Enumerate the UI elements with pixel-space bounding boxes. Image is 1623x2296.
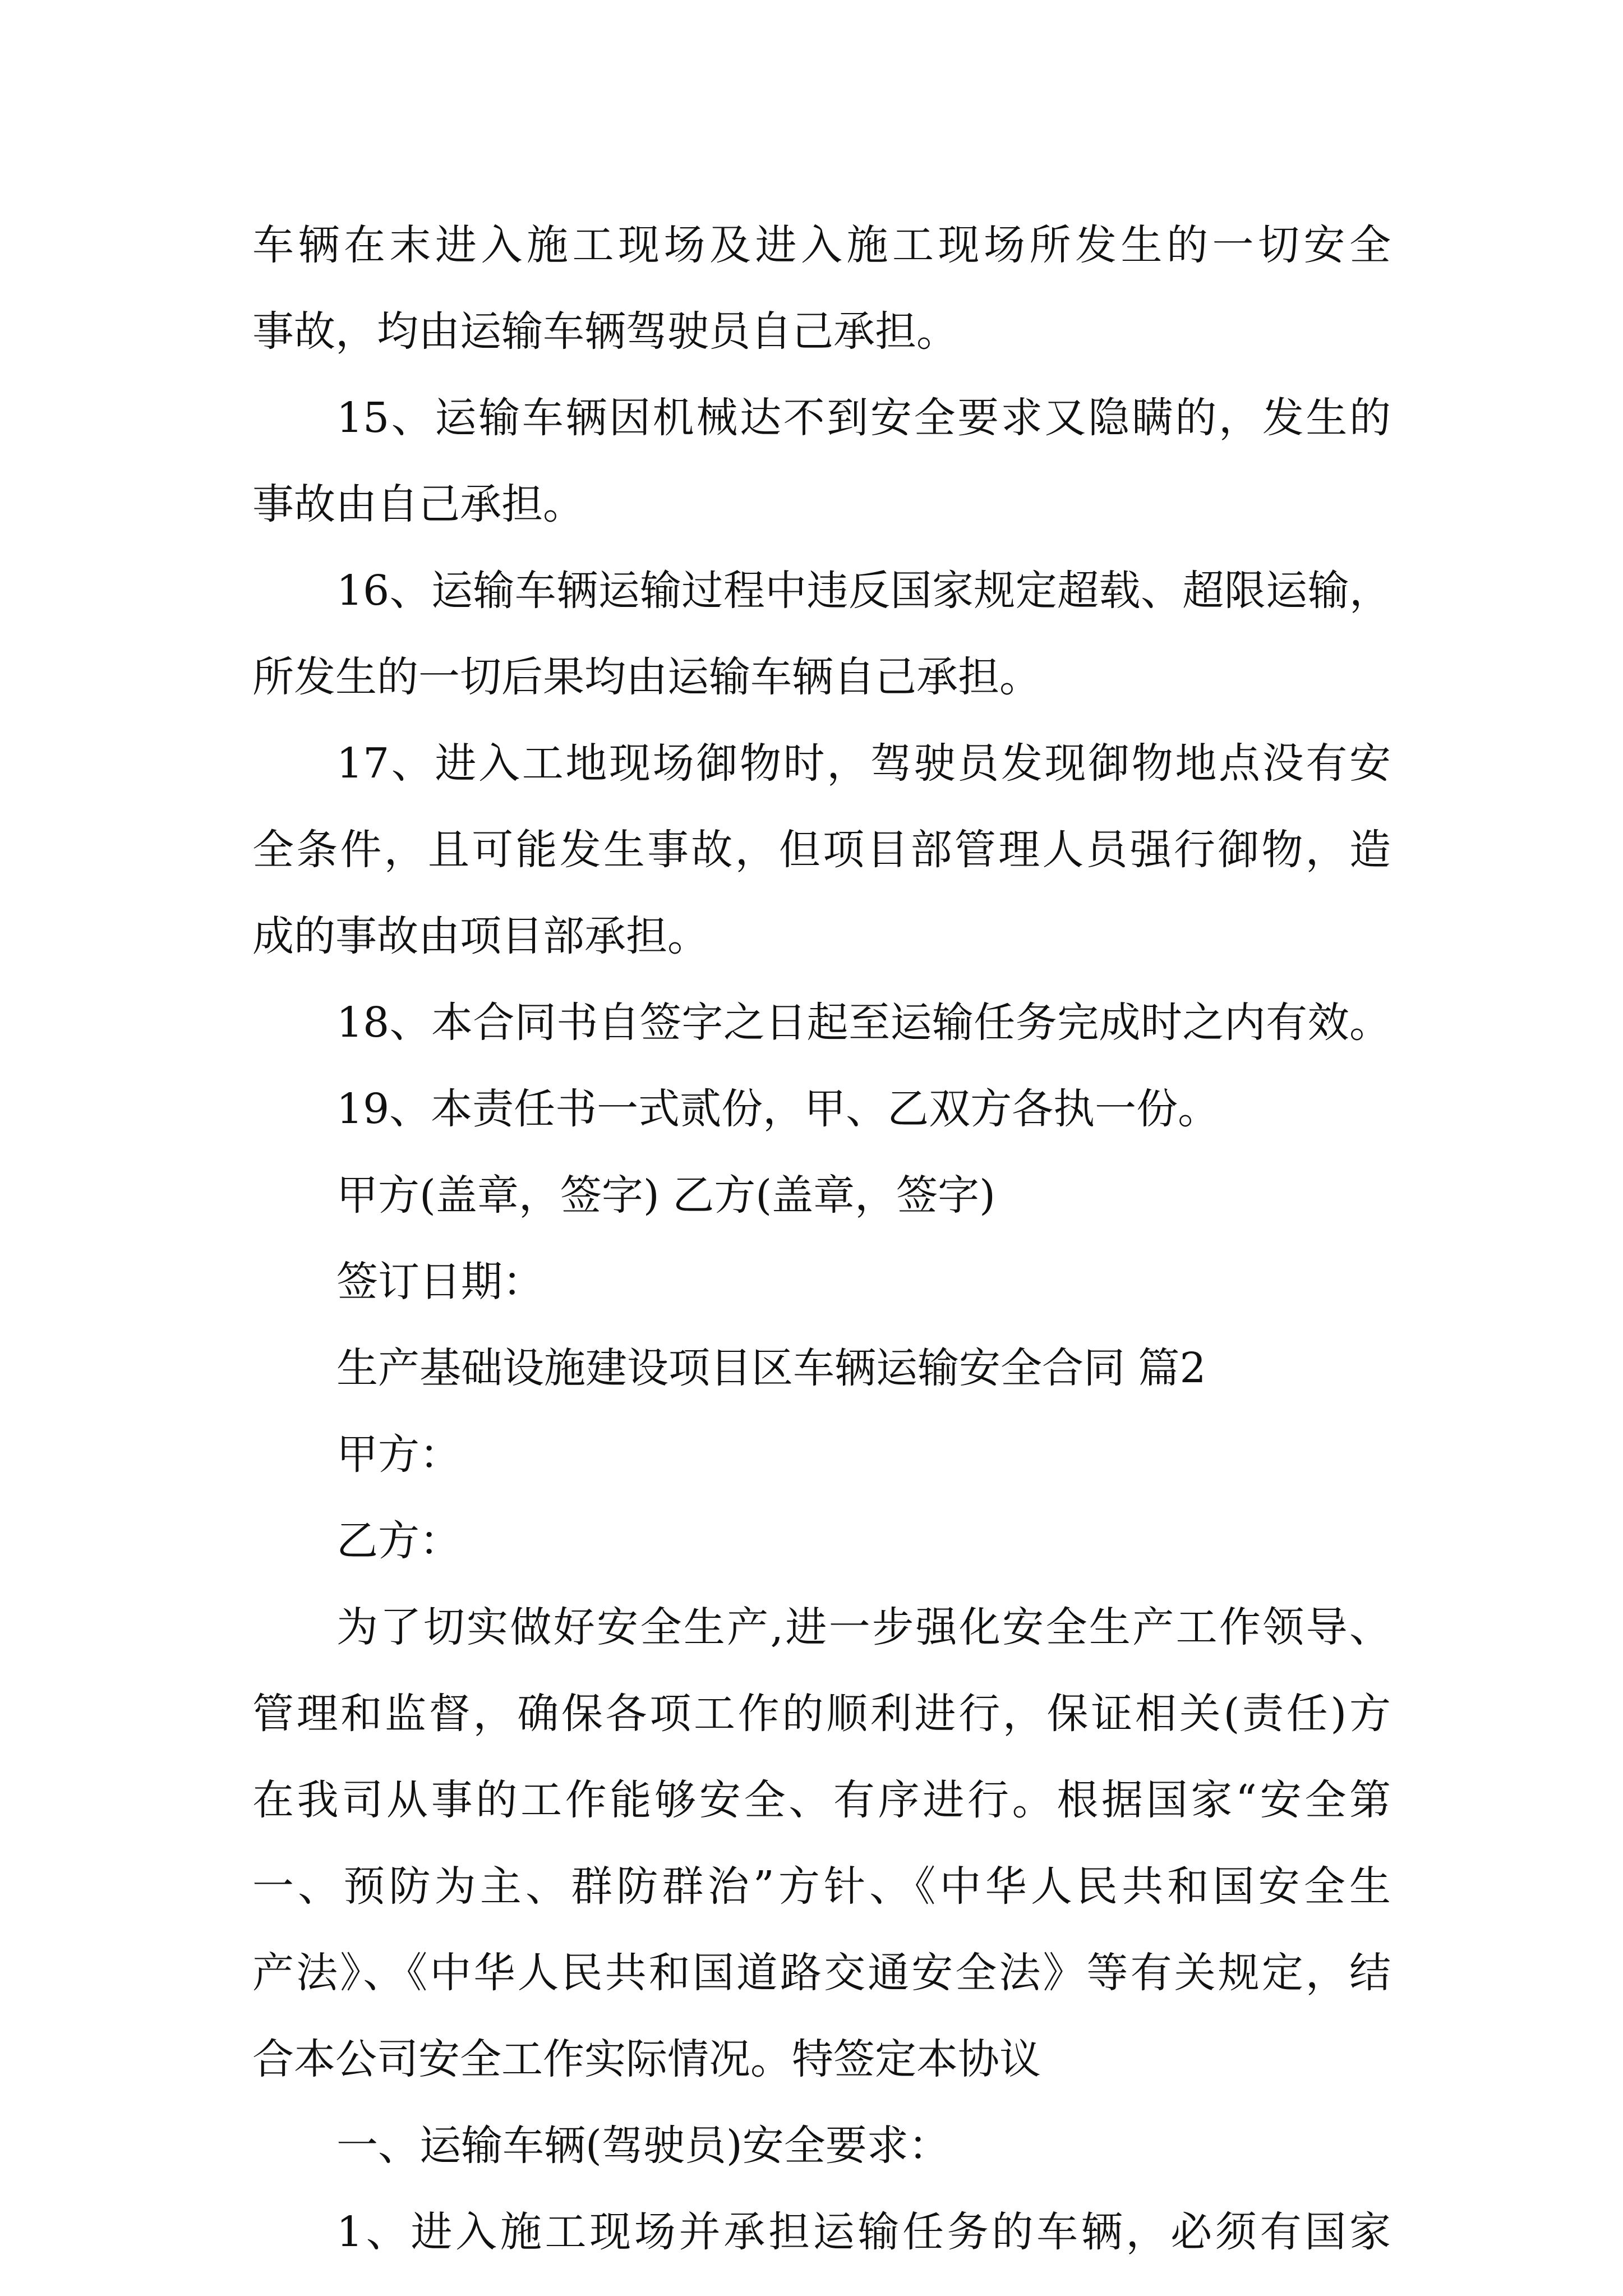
text-line: 1、进入施工现场并承担运输任务的车辆，必须有国家 bbox=[336, 2208, 1391, 2256]
text-line: 合本公司安全工作实际情况。特签定本协议 bbox=[252, 2035, 1041, 2083]
text-line: 甲方： bbox=[336, 1430, 461, 1479]
text-line: 一、预防为主、群防群治”方针、《中华人民共和国安全生 bbox=[252, 1862, 1391, 1911]
text-line: 19、本责任书一式贰份，甲、乙双方各执一份。 bbox=[336, 1085, 1220, 1133]
text-line: 生产基础设施建设项目区车辆运输安全合同 篇2 bbox=[336, 1344, 1206, 1392]
text-line: 乙方： bbox=[336, 1517, 461, 1565]
text-line: 一、运输车辆(驾驶员)安全要求： bbox=[336, 2122, 950, 2170]
text-line: 事故，均由运输车辆驾驶员自己承担。 bbox=[252, 307, 958, 356]
text-line: 事故由自己承担。 bbox=[252, 480, 584, 528]
text-line: 全条件，且可能发生事故，但项目部管理人员强行御物，造 bbox=[252, 826, 1391, 874]
text-line: 管理和监督，确保各项工作的顺利进行，保证相关(责任)方 bbox=[252, 1690, 1391, 1738]
text-line: 成的事故由项目部承担。 bbox=[252, 912, 709, 960]
text-line: 在我司从事的工作能够安全、有序进行。根据国家“安全第 bbox=[252, 1776, 1391, 1824]
text-line: 18、本合同书自签字之日起至运输任务完成时之内有效。 bbox=[336, 999, 1391, 1047]
text-line: 17、进入工地现场御物时，驾驶员发现御物地点没有安 bbox=[336, 739, 1391, 788]
document-body bbox=[252, 202, 1391, 2275]
text-line: 15、运输车辆因机械达不到安全要求又隐瞒的，发生的 bbox=[336, 394, 1391, 442]
text-line: 16、运输车辆运输过程中违反国家规定超载、超限运输， bbox=[336, 567, 1391, 615]
text-line: 甲方(盖章，签字) 乙方(盖章，签字) bbox=[336, 1171, 996, 1220]
text-line: 签订日期： bbox=[336, 1258, 544, 1306]
text-line: 车辆在末进入施工现场及进入施工现场所发生的一切安全 bbox=[252, 221, 1391, 269]
text-line: 产法》、《中华人民共和国道路交通安全法》等有关规定，结 bbox=[252, 1949, 1391, 1997]
text-line: 所发生的一切后果均由运输车辆自己承担。 bbox=[252, 653, 1041, 701]
text-line: 为了切实做好安全生产,进一步强化安全生产工作领导、 bbox=[336, 1603, 1391, 1651]
